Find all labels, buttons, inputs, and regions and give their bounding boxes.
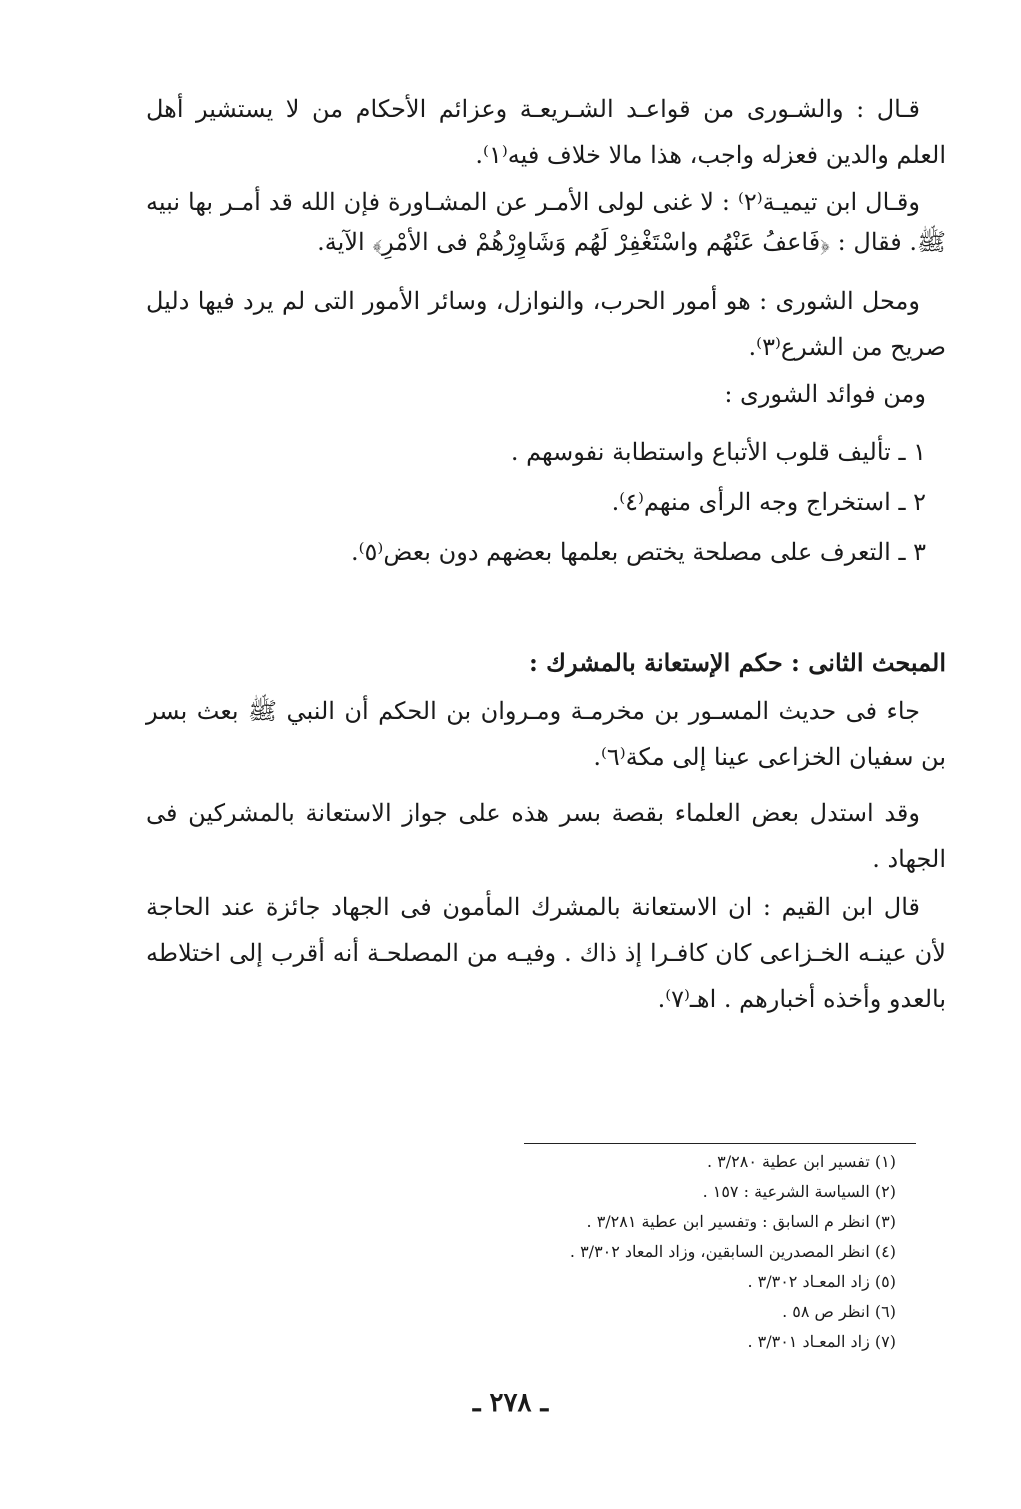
footnote-7: (٧) زاد المعـاد ٣/٣٠١ . bbox=[747, 1332, 896, 1351]
paragraph-ibn-qayyim: قال ابن القيم : ان الاستعانة بالمشرك المأمون فى الجهاد جائزة عند الحاجة لأن عينـه الخـزاعى كان كافـرا إذ ذاك . وفيـه من المصلحـة أنه أقرب إلى اختلاطه بالعدو وأخذه أخبارهم . اهـ⁽٧⁾. bbox=[146, 893, 946, 1013]
paragraph-shura-rule: قـال : والشـورى من قواعـد الشـريعـة وعزائم الأحكام من لا يستشير أهل العلم والدين فعزله واجب، هذا مالا خلاف فيه⁽١⁾. bbox=[146, 95, 946, 169]
page-number: ـ ٢٧٨ ـ bbox=[472, 1388, 549, 1418]
footnote-separator bbox=[524, 1143, 916, 1144]
benefit-item-1: ١ ـ تأليف قلوب الأتباع واستطابة نفوسهم . bbox=[510, 438, 926, 466]
footnote-4: (٤) انظر المصدرين السابقين، وزاد المعاد ٣/٣٠٢ . bbox=[569, 1242, 896, 1261]
paragraph-busr-hadith: جاء فى حديث المسـور بن مخرمـة ومـروان بن الحكم أن النبي ﷺ بعث بسر بن سفيان الخزاعى عينا إلى مكة⁽٦⁾. bbox=[146, 697, 946, 771]
footnote-5: (٥) زاد المعـاد ٣/٣٠٢ . bbox=[747, 1272, 896, 1291]
benefit-item-2: ٢ ـ استخراج وجه الرأى منهم⁽٤⁾. bbox=[611, 488, 926, 516]
footnote-1: (١) تفسير ابن عطية ٣/٢٨٠ . bbox=[707, 1152, 896, 1171]
footnote-6: (٦) انظر ص ٥٨ . bbox=[782, 1302, 896, 1321]
footnote-3: (٣) انظر م السابق : وتفسير ابن عطية ٣/٢٨١ . bbox=[586, 1212, 896, 1231]
paragraph-shura-scope: ومحل الشورى : هو أمور الحرب، والنوازل، وسائر الأمور التى لم يرد فيها دليل صريح من الشرع⁽٣⁾. bbox=[146, 287, 946, 361]
benefits-intro: ومن فوائد الشورى : bbox=[724, 380, 926, 408]
section-heading: المبحث الثانى : حكم الإستعانة بالمشرك : bbox=[528, 648, 946, 677]
benefit-item-3: ٣ ـ التعرف على مصلحة يختص بعلمها بعضهم دون بعض⁽٥⁾. bbox=[351, 538, 926, 566]
footnote-2: (٢) السياسة الشرعية : ١٥٧ . bbox=[702, 1182, 896, 1201]
paragraph-ibn-taymiyya: وقـال ابن تيميـة⁽٢⁾ : لا غنى لولى الأمـر عن المشـاورة فإن الله قد أمـر بها نبيه ﷺ. فقال : ﴿فَاعفُ عَنْهُم واسْتَغْفِرْ لَهُم وَشَاوِرْهُمْ فى الأمْرِ﴾ الآية. bbox=[146, 188, 946, 256]
paragraph-scholars-inference: وقد استدل بعض العلماء بقصة بسر هذه على جواز الاستعانة بالمشركين فى الجهاد . bbox=[146, 799, 946, 873]
